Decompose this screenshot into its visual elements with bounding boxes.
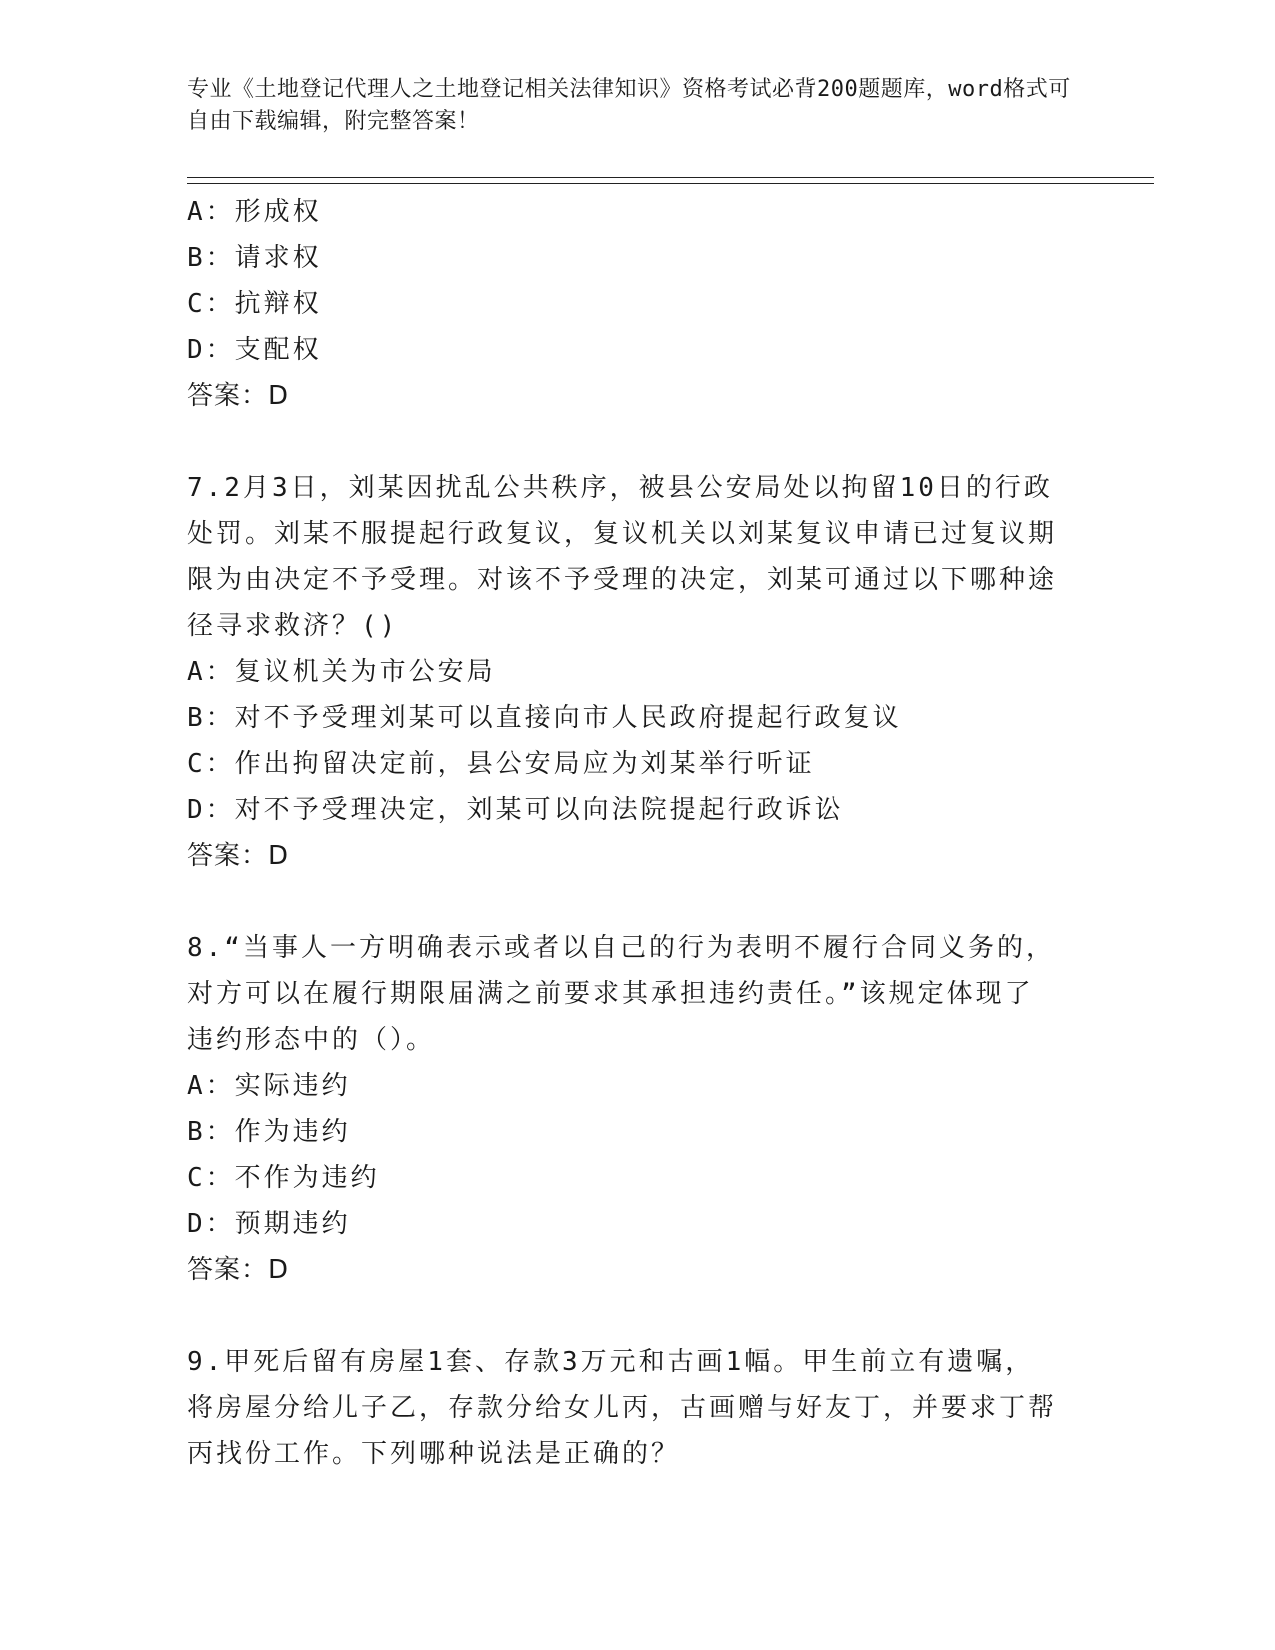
option-c: C：抗辩权 bbox=[187, 289, 322, 319]
option-c: C：作出拘留决定前，县公安局应为刘某举行听证 bbox=[187, 749, 815, 779]
spacer bbox=[187, 1293, 1087, 1339]
question-text: 8.“当事人一方明确表示或者以自己的行为表明不履行合同义务的， 对方可以在履行期限届满之前要求其承担违约责任。”该规定体现了 违约形态中的（）。 bbox=[187, 933, 1055, 1055]
document-body bbox=[187, 189, 1087, 1477]
answer-line: 答案：D bbox=[187, 1255, 290, 1285]
answer-line: 答案：D bbox=[187, 381, 290, 411]
option-a: A：形成权 bbox=[187, 197, 322, 227]
option-a: A：复议机关为市公安局 bbox=[187, 657, 496, 687]
document-header bbox=[187, 74, 1087, 138]
option-d: D：预期违约 bbox=[187, 1209, 351, 1239]
answer-line: 答案：D bbox=[187, 841, 290, 871]
option-d: D：对不予受理决定，刘某可以向法院提起行政诉讼 bbox=[187, 795, 844, 825]
option-d: D：支配权 bbox=[187, 335, 322, 365]
header-text: 专业《土地登记代理人之土地登记相关法律知识》资格考试必背200题题库，word格式可自由下载编辑，附完整答案！ bbox=[187, 77, 1071, 134]
header-divider-bottom bbox=[187, 183, 1154, 184]
option-b: B：对不予受理刘某可以直接向市人民政府提起行政复议 bbox=[187, 703, 902, 733]
question-text: 7.2月3日，刘某因扰乱公共秩序，被县公安局处以拘留10日的行政 处罚。刘某不服提起行政复议，复议机关以刘某复议申请已过复议期 限为由决定不予受理。对该不予受理的决定，刘某可通过以下哪种途 径寻求救济？() bbox=[187, 473, 1058, 641]
spacer bbox=[187, 419, 1087, 465]
question-text: 9.甲死后留有房屋1套、存款3万元和古画1幅。甲生前立有遗嘱， 将房屋分给儿子乙，存款分给女儿丙，古画赠与好友丁，并要求丁帮 丙找份工作。下列哪种说法是正确的？ bbox=[187, 1347, 1058, 1469]
question-6-block bbox=[187, 189, 1087, 419]
option-c: C：不作为违约 bbox=[187, 1163, 380, 1193]
option-b: B：请求权 bbox=[187, 243, 322, 273]
option-a: A：实际违约 bbox=[187, 1071, 351, 1101]
spacer bbox=[187, 879, 1087, 925]
question-7-block bbox=[187, 465, 1087, 879]
header-divider-top bbox=[187, 177, 1154, 178]
question-9-block bbox=[187, 1339, 1087, 1477]
option-b: B：作为违约 bbox=[187, 1117, 351, 1147]
question-8-block bbox=[187, 925, 1087, 1293]
